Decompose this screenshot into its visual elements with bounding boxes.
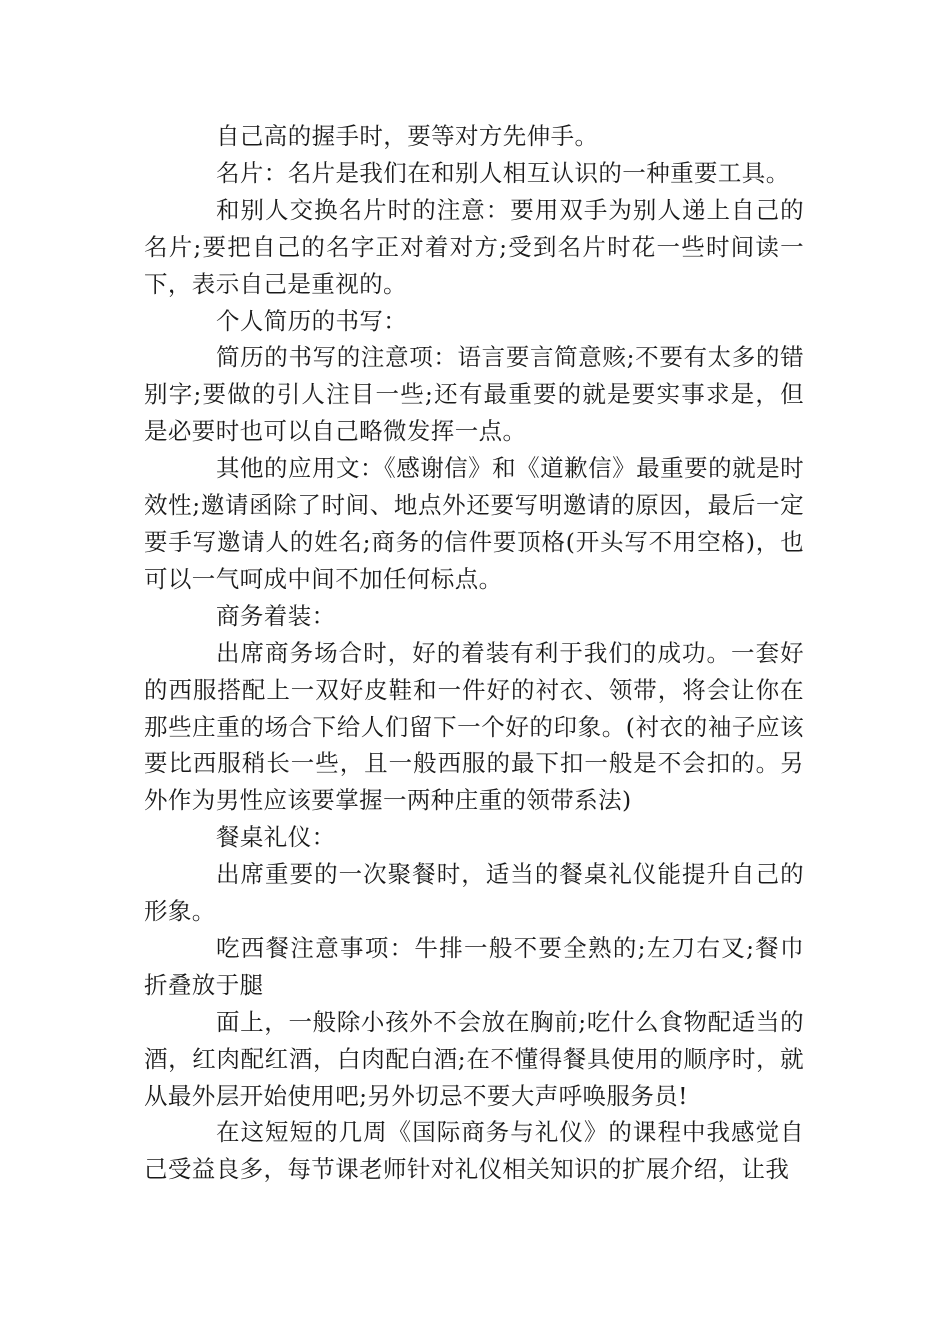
paragraph-course-reflection: 在这短短的几周《国际商务与礼仪》的课程中我感觉自己受益良多，每节课老师针对礼仪相关知识的扩展介绍，让我 — [144, 1118, 804, 1184]
document-body — [144, 118, 804, 1188]
paragraph-formal-dinner: 出席重要的一次聚餐时，适当的餐桌礼仪能提升自己的形象。 — [144, 860, 804, 926]
paragraph-resume-notes: 简历的书写的注意项：语言要言简意赅;不要有太多的错别字;要做的引人注目一些;还有最重要的就是要实事求是，但是必要时也可以自己略微发挥一点。 — [144, 343, 804, 446]
heading-resume-writing: 个人简历的书写： — [216, 306, 408, 335]
paragraph-other-documents: 其他的应用文：《感谢信》和《道歉信》最重要的就是时效性;邀请函除了时间、地点外还要写明邀请的原因，最后一定要手写邀请人的姓名;商务的信件要顶格(开头写不用空格)，也可以一气呵成中间不加任何标点。 — [144, 454, 804, 593]
heading-table-manners: 餐桌礼仪： — [216, 823, 336, 852]
paragraph-business-card-intro: 名片：名片是我们在和别人相互认识的一种重要工具。 — [216, 158, 790, 187]
paragraph-dining-continued: 面上，一般除小孩外不会放在胸前;吃什么食物配适当的酒，红肉配红酒，白肉配白酒;在不懂得餐具使用的顺序时，就从最外层开始使用吧;另外切忌不要大声呼唤服务员! — [144, 1007, 804, 1110]
paragraph-western-dining: 吃西餐注意事项：牛排一般不要全熟的;左刀右叉;餐巾折叠放于腿 — [144, 933, 804, 999]
paragraph-handshake-end: 自己高的握手时，要等对方先伸手。 — [216, 122, 599, 150]
paragraph-business-card-exchange: 和别人交换名片时的注意：要用双手为别人递上自己的名片;要把自己的名字正对着对方;受到名片时花一些时间读一下，表示自己是重视的。 — [144, 195, 804, 298]
paragraph-business-attire: 出席商务场合时，好的着装有利于我们的成功。一套好的西服搭配上一双好皮鞋和一件好的衬衣、领带，将会让你在那些庄重的场合下给人们留下一个好的印象。(衬衣的袖子应该要比西服稍长一些，且一般西服的最下扣一般是不会扣的。另外作为男性应该要掌握一两种庄重的领带系法) — [144, 638, 804, 815]
heading-business-attire: 商务着装： — [216, 601, 336, 630]
